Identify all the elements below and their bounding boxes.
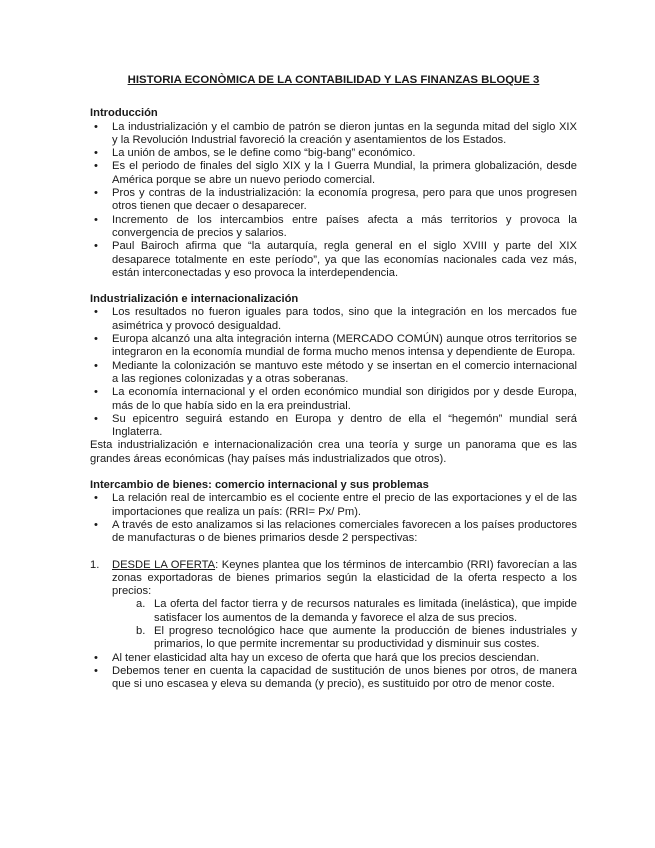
lettered-item <box>136 625 577 652</box>
section-intercambio <box>90 479 577 691</box>
lettered-item-text: La oferta del factor tierra y de recursos naturales es limitada (inelástica), que impide satisfacer los aumentos de la demanda y favorece el alza de sus precios. <box>154 598 577 624</box>
list-item: • Mediante la colonización se mantuvo este método y se insertan en el comercio internacional a las regiones colonizadas y a otras soberanas. <box>90 360 577 387</box>
bullet-list <box>90 492 577 545</box>
list-item: • La relación real de intercambio es el cociente entre el precio de las exportaciones y el de las importaciones que realiza un país: (RRI= Px/ Pm). <box>90 492 577 519</box>
list-item: • Pros y contras de la industrialización: la economía progresa, pero para que unos progresen otros tienen que decaer o desaparecer. <box>90 187 577 214</box>
oferta-text: : Keynes plantea que los términos de intercambio (RRI) favorecían a las zonas exportadoras de bienes primarios según la elasticidad de la oferta respecto a los precios: <box>112 558 577 598</box>
list-item: • Los resultados no fueron iguales para todos, sino que la integración en los mercados fue asimétrica y provocó desigualdad. <box>90 306 577 333</box>
document-title: HISTORIA ECONÒMICA DE LA CONTABILIDAD Y LAS FINANZAS BLOQUE 3 <box>127 74 540 86</box>
list-item: • La economía internacional y el orden económico mundial son dirigidos por y desde Europa, más de lo que había sido en la era preindustrial. <box>90 386 577 413</box>
section-introduccion <box>90 107 577 280</box>
lettered-item <box>136 598 577 625</box>
list-item: • Debemos tener en cuenta la capacidad de sustitución de unos bienes por otros, de manera que si uno escasea y eleva su demanda (y precio), es sustituido por otro de menor coste. <box>90 665 577 692</box>
list-item: • Al tener elasticidad alta hay un exceso de oferta que hará que los precios desciendan. <box>90 652 577 665</box>
list-item: • Paul Bairoch afirma que “la autarquía, regla general en el siglo XVIII y parte del XIX desaparece totalmente en este período”, ya que las economías nacionales cada vez más, están interconectadas y eso provoca la interdependencia. <box>90 240 577 280</box>
lettered-list <box>112 598 577 651</box>
oferta-label: DESDE LA OFERTA <box>112 558 216 571</box>
section-heading: Introducción <box>90 107 158 120</box>
lettered-item-text: El progreso tecnológico hace que aumente la producción de bienes industriales y primarios, lo que permite incrementar su productividad y disminuir sus costes. <box>154 624 577 651</box>
bullet-list <box>90 306 577 439</box>
numbered-list <box>90 559 577 652</box>
list-item: • Europa alcanzó una alta integración interna (MERCADO COMÚN) aunque otros territorios se integraron en la economía mundial de forma mucho menos intensa y dependiente de Europa. <box>90 333 577 360</box>
list-item: • A través de esto analizamos si las relaciones comerciales favorecen a los países productores de manufacturas o de bienes primarios desde 2 perspectivas: <box>90 519 577 546</box>
item-letter: a. <box>136 598 146 611</box>
section-heading: Intercambio de bienes: comercio internacional y sus problemas <box>90 479 429 492</box>
section-industrializacion <box>90 293 577 466</box>
list-item: • La industrialización y el cambio de patrón se dieron juntas en la segunda mitad del siglo XIX y la Revolución Industrial favoreció la creación y asentamientos de los Estados. <box>90 121 577 148</box>
section-heading: Industrialización e internacionalización <box>90 293 299 306</box>
numbered-item-oferta <box>90 559 577 652</box>
list-item: • La unión de ambos, se le define como “big-bang” económico. <box>90 147 577 160</box>
list-item: • Incremento de los intercambios entre países afecta a más territorios y provoca la convergencia de precios y salarios. <box>90 214 577 241</box>
list-item: • Su epicentro seguirá estando en Europa y dentro de ella el “hegemón” mundial será Inglaterra. <box>90 413 577 440</box>
paragraph: Esta industrialización e internacionalización crea una teoría y surge un panorama que es las grandes áreas económicas (hay países más industrializados que otros). <box>90 439 577 465</box>
item-number: 1. <box>90 558 100 571</box>
bullet-list <box>90 652 577 692</box>
list-item: • Es el periodo de finales del siglo XIX y la I Guerra Mundial, la primera globalización, desde América porque se abre un nuevo periodo comercial. <box>90 160 577 187</box>
bullet-list <box>90 121 577 281</box>
item-letter: b. <box>136 624 146 637</box>
